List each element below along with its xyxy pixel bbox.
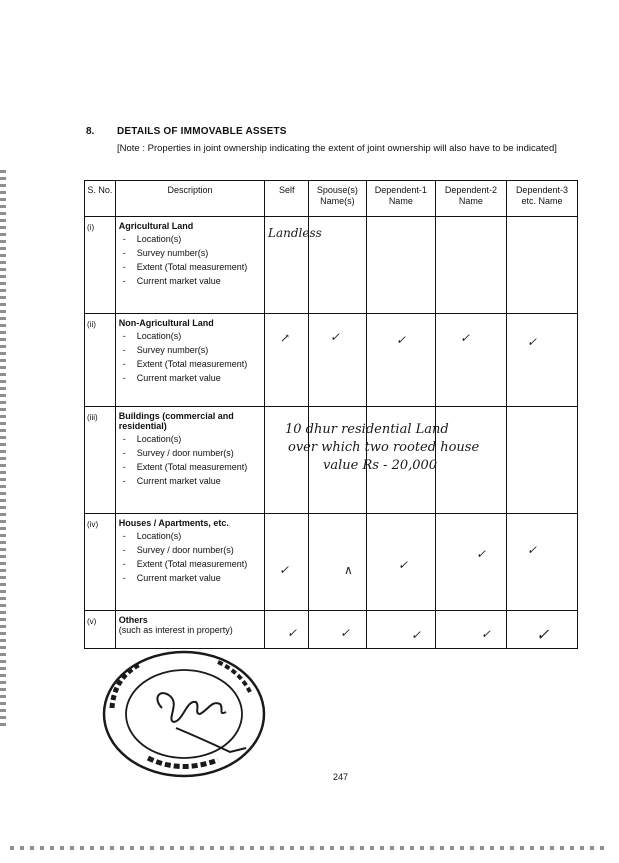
cell-dependent-1 [366, 611, 435, 649]
handwritten-line: value Rs - 20,000 [323, 458, 438, 473]
nil-mark: ↗ [280, 331, 291, 345]
list-item: - Survey / door number(s) [119, 545, 262, 556]
table-row [85, 514, 578, 611]
list-item: - Current market value [119, 573, 262, 584]
list-item: - Extent (Total measurement) [119, 462, 262, 473]
nil-mark: ✓ [396, 333, 407, 347]
cell-spouse [309, 611, 367, 649]
cell-spouse [309, 514, 367, 611]
list-item: - Survey number(s) [119, 345, 262, 356]
list-item: - Location(s) [119, 531, 262, 542]
header-dependent-1: Dependent-1 Name [366, 181, 435, 217]
row-description [115, 611, 265, 649]
scan-edge-artifact [10, 846, 610, 850]
table-row [85, 217, 578, 314]
list-item: - Survey number(s) [119, 248, 262, 259]
row-sno: (i) [85, 217, 116, 314]
row-category-detail: (such as interest in property) [118, 625, 233, 635]
row-description [115, 514, 265, 611]
row-sno: (iv) [85, 514, 116, 611]
cell-dependent-3 [506, 514, 577, 611]
row-description [115, 217, 265, 314]
row-category: Buildings (commercial and residential) [118, 411, 234, 431]
header-dependent-3: Dependent-3 etc. Name [506, 181, 577, 217]
cell-dependent-1 [366, 314, 435, 407]
section-note: [Note : Properties in joint ownership indicating the extent of joint ownership will also have to be indicated] [117, 143, 557, 154]
row-description [115, 407, 265, 514]
row-category: Non-Agricultural Land [118, 318, 214, 328]
nil-mark: ∧ [344, 563, 353, 577]
list-item: - Extent (Total measurement) [119, 559, 262, 570]
list-item: - Location(s) [119, 434, 262, 445]
nil-mark: ✓ [340, 626, 351, 640]
cell-spouse [309, 314, 367, 407]
header-spouse: Spouse(s) Name(s) [309, 181, 367, 217]
list-item: - Location(s) [119, 234, 262, 245]
row-category: Houses / Apartments, etc. [118, 518, 229, 528]
handwritten-landless: Landless [268, 226, 322, 240]
page-number: 247 [333, 772, 349, 782]
section-title: DETAILS OF IMMOVABLE ASSETS [117, 126, 287, 137]
nil-mark: ✓ [330, 330, 341, 344]
cell-self [265, 514, 309, 611]
cell-dependent-3 [506, 217, 577, 314]
immovable-assets-table [84, 180, 578, 649]
nil-mark: ✓ [527, 543, 538, 557]
row-category: Agricultural Land [118, 221, 194, 231]
cell-dependent-3 [506, 314, 577, 407]
cell-dependent-2 [435, 314, 506, 407]
list-item: - Extent (Total measurement) [119, 359, 262, 370]
nil-mark: ✓ [527, 335, 538, 349]
cell-dependent-3 [506, 407, 577, 514]
cell-dependent-2 [435, 514, 506, 611]
nil-mark: ✓ [398, 558, 409, 572]
row-category: Others [118, 615, 148, 625]
nil-mark: ✓ [279, 563, 290, 577]
nil-mark: ✓ [476, 547, 487, 561]
row-description [115, 314, 265, 407]
cell-self [265, 314, 309, 407]
row-sno: (ii) [85, 314, 116, 407]
cell-dependent-1 [366, 217, 435, 314]
list-item: - Current market value [119, 476, 262, 487]
nil-mark: ✓ [481, 627, 492, 641]
table-row [85, 611, 578, 649]
nil-mark: ✓ [287, 626, 298, 640]
header-dependent-2: Dependent-2 Name [435, 181, 506, 217]
list-item: - Current market value [119, 276, 262, 287]
handwritten-line: over which two rooted house [288, 440, 480, 455]
scan-edge-artifact [0, 170, 6, 730]
section-number: 8. [86, 126, 95, 137]
row-sno: (iii) [85, 407, 116, 514]
table-row [85, 314, 578, 407]
nil-mark: ✓ [536, 625, 550, 644]
handwritten-line: 10 dhur residential Land [285, 422, 449, 437]
header-description: Description [115, 181, 265, 217]
cell-dependent-2 [435, 217, 506, 314]
nil-mark: ✓ [411, 628, 422, 642]
header-self: Self [265, 181, 309, 217]
cell-dependent-2 [435, 611, 506, 649]
list-item: - Extent (Total measurement) [119, 262, 262, 273]
list-item: - Location(s) [119, 331, 262, 342]
advocate-stamp-icon [100, 648, 270, 780]
header-sno: S. No. [85, 181, 116, 217]
nil-mark: ✓ [460, 331, 471, 345]
table-header-row [85, 181, 578, 217]
list-item: - Current market value [119, 373, 262, 384]
list-item: - Survey / door number(s) [119, 448, 262, 459]
row-sno: (v) [85, 611, 116, 649]
